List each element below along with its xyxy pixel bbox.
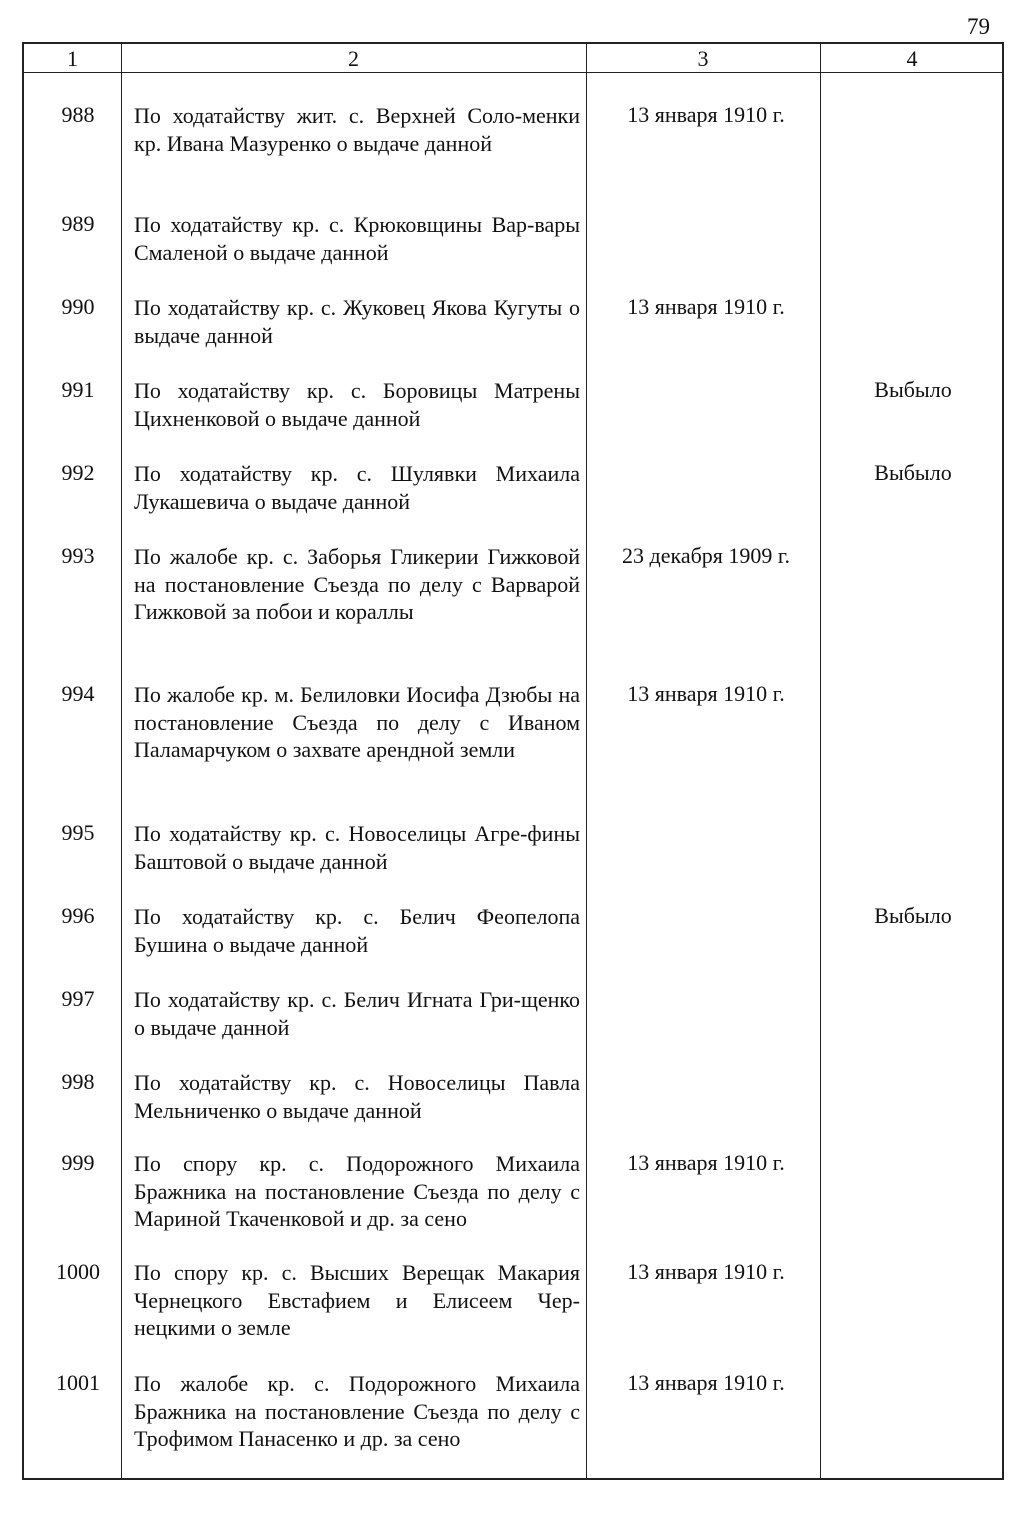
- page-number: 79: [967, 14, 990, 39]
- row-number: 997: [61, 986, 95, 1011]
- row-date: 13 января 1910 г.: [627, 1150, 785, 1175]
- row-number: 1001: [56, 1370, 100, 1395]
- row-description: По ходатайству кр. с. Боровицы Матрены Цихненковой о выдаче данной: [134, 378, 580, 431]
- row-date: 13 января 1910 г.: [627, 102, 785, 127]
- row-date: 13 января 1910 г.: [627, 681, 785, 706]
- row-number: 992: [61, 460, 95, 485]
- row-note: Выбыло: [874, 903, 952, 928]
- header-col-2: 2: [348, 46, 359, 71]
- header-col-1: 1: [67, 46, 78, 71]
- column-divider: [586, 44, 587, 1478]
- row-description: По жалобе кр. м. Белиловки Иосифа Дзюбы на постановление Съезда по делу с Иваном Паламарчуком о захвате арендной земли: [134, 682, 580, 762]
- row-number: 990: [61, 294, 95, 319]
- row-description: По спору кр. с. Подорожного Михаила Бражника на постановление Съезда по делу с Мариной Ткаченковой и др. за сено: [134, 1151, 580, 1231]
- row-number: 998: [61, 1069, 95, 1094]
- row-description: По спору кр. с. Высших Верещак Макария Чернецкого Евстафием и Елисеем Чер-нецкими о земле: [134, 1260, 580, 1340]
- row-number: 1000: [56, 1259, 100, 1284]
- row-description: По ходатайству кр. с. Белич Игната Гри-щенко о выдаче данной: [134, 987, 580, 1040]
- row-number: 999: [61, 1150, 95, 1175]
- row-date: 13 января 1910 г.: [627, 1259, 785, 1284]
- row-note: Выбыло: [874, 377, 952, 402]
- row-date: 13 января 1910 г.: [627, 1370, 785, 1395]
- row-description: По жалобе кр. с. Подорожного Михаила Бражника на постановление Съезда по делу с Трофимом Панасенко и др. за сено: [134, 1371, 580, 1451]
- register-table: [22, 42, 1004, 1480]
- row-description: По ходатайству жит. с. Верхней Соло-менки кр. Ивана Мазуренко о выдаче данной: [134, 103, 580, 156]
- row-description: По жалобе кр. с. Заборья Гликерии Гижковой на постановление Съезда по делу с Варварой Гижковой за побои и кораллы: [134, 544, 580, 624]
- row-number: 993: [61, 543, 95, 568]
- header-divider: [24, 72, 1002, 73]
- header-col-4: 4: [906, 46, 918, 71]
- row-number: 988: [61, 102, 95, 127]
- row-number: 994: [61, 681, 95, 706]
- row-number: 989: [61, 211, 95, 236]
- row-description: По ходатайству кр. с. Крюковщины Вар-вары Смаленой о выдаче данной: [134, 212, 580, 265]
- row-note: Выбыло: [874, 460, 952, 485]
- row-number: 996: [61, 903, 95, 928]
- row-description: По ходатайству кр. с. Новоселицы Павла Мельниченко о выдаче данной: [134, 1070, 580, 1123]
- row-date: 13 января 1910 г.: [627, 294, 785, 319]
- row-description: По ходатайству кр. с. Шулявки Михаила Лукашевича о выдаче данной: [134, 461, 580, 514]
- row-description: По ходатайству кр. с. Жуковец Якова Кугуты о выдаче данной: [134, 295, 580, 348]
- row-number: 991: [61, 377, 95, 402]
- row-date: 23 декабря 1909 г.: [622, 543, 790, 568]
- row-description: По ходатайству кр. с. Новоселицы Агре-фины Баштовой о выдаче данной: [134, 821, 580, 874]
- row-number: 995: [61, 820, 95, 845]
- row-description: По ходатайству кр. с. Белич Феопелопа Бушина о выдаче данной: [134, 904, 580, 957]
- header-col-3: 3: [697, 46, 709, 71]
